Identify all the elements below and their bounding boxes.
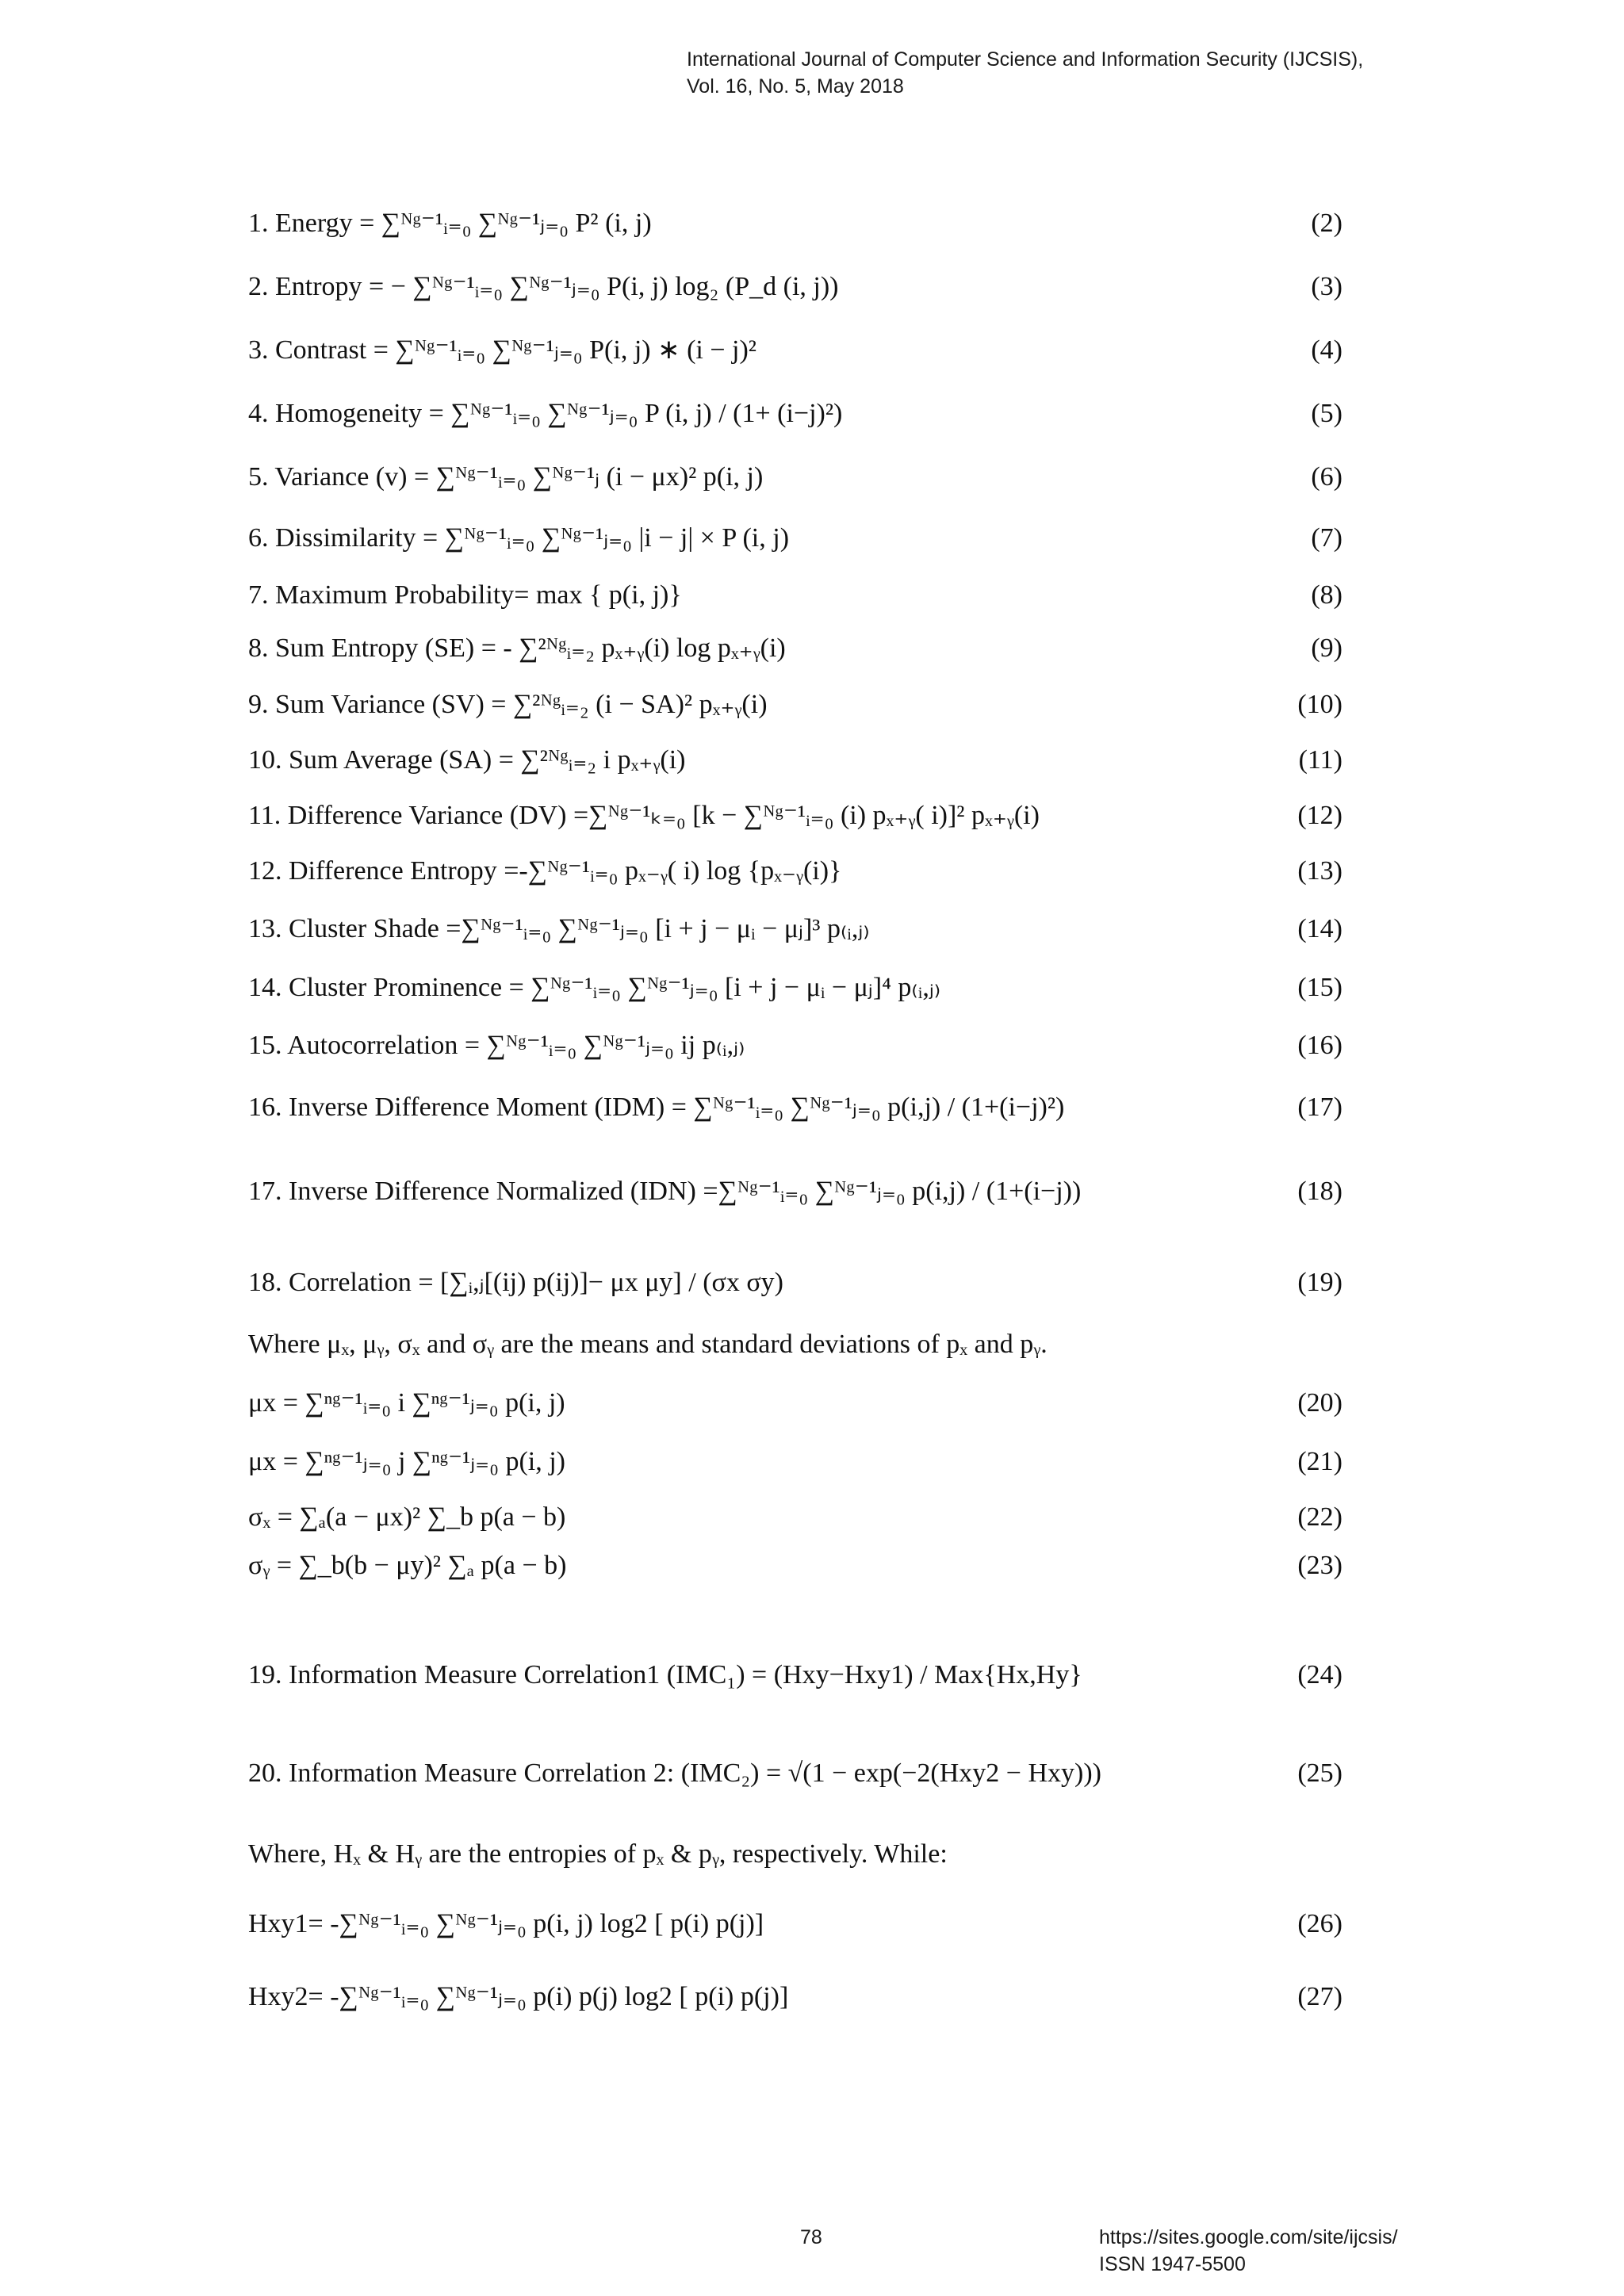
page-number: 78 xyxy=(800,2226,822,2248)
equation-formula: σᵧ = ∑_b(b − μy)² ∑ₐ p(a − b) xyxy=(248,1551,567,1580)
equation-number: (10) xyxy=(1297,690,1342,719)
equation-number: (14) xyxy=(1297,914,1342,943)
equation-number: (26) xyxy=(1297,1909,1342,1938)
equation-formula: 18. Correlation = [∑ᵢ,ⱼ[(ij) p(ij)]− μx μy] / (σx σy) xyxy=(248,1268,784,1297)
issn-label: ISSN 1947-5500 xyxy=(1099,2253,1246,2275)
equation-row xyxy=(248,1498,1342,1543)
equation-number: (8) xyxy=(1311,580,1342,610)
equation-row xyxy=(248,331,1342,376)
equation-row xyxy=(248,458,1342,503)
equation-number: (12) xyxy=(1297,801,1342,830)
equation-number: (17) xyxy=(1297,1093,1342,1122)
equation-row xyxy=(248,1027,1342,1071)
equation-row xyxy=(248,686,1342,730)
journal-header xyxy=(687,46,1559,100)
equation-formula: 19. Information Measure Correlation1 (IMC₁) = (Hxy−Hxy1) / Max{Hx,Hy} xyxy=(248,1660,1082,1689)
equation-number: (25) xyxy=(1297,1758,1342,1788)
equation-number: (15) xyxy=(1297,973,1342,1002)
equation-number: (13) xyxy=(1297,856,1342,886)
equation-row xyxy=(248,395,1342,439)
where-means-paragraph: Where μₓ, μᵧ, σₓ and σᵧ are the means and standard deviations of pₓ and pᵧ. xyxy=(248,1330,1048,1359)
equation-number: (22) xyxy=(1297,1502,1342,1532)
equation-formula: σₓ = ∑ₐ(a − μx)² ∑_b p(a − b) xyxy=(248,1502,566,1532)
equation-formula: μx = ∑ⁿᵍ⁻¹ⱼ₌₀ j ∑ⁿᵍ⁻¹ⱼ₌₀ p(i, j) xyxy=(248,1447,565,1476)
equation-number: (7) xyxy=(1311,523,1342,553)
equation-formula: 5. Variance (v) = ∑ᴺᵍ⁻¹ᵢ₌₀ ∑ᴺᵍ⁻¹ⱼ (i − μx)² p(i, j) xyxy=(248,462,764,492)
equation-number: (5) xyxy=(1311,399,1342,428)
equation-row xyxy=(248,969,1342,1013)
equation-formula: 9. Sum Variance (SV) = ∑²ᴺᵍᵢ₌₂ (i − SA)² pₓ₊ᵧ(i) xyxy=(248,690,768,719)
equation-number: (16) xyxy=(1297,1031,1342,1060)
equation-row xyxy=(248,629,1342,674)
equation-number: (21) xyxy=(1297,1447,1342,1476)
equation-row xyxy=(248,1978,1342,2022)
equation-row xyxy=(248,1173,1342,1217)
equation-row xyxy=(248,205,1342,249)
equation-row xyxy=(248,1547,1342,1591)
equation-formula: 13. Cluster Shade =∑ᴺᵍ⁻¹ᵢ₌₀ ∑ᴺᵍ⁻¹ⱼ₌₀ [i + j − μᵢ − μⱼ]³ p₍ᵢ,ⱼ₎ xyxy=(248,914,870,943)
journal-title: International Journal of Computer Science and Information Security (IJCSIS), xyxy=(687,48,1364,71)
equation-row xyxy=(248,741,1342,786)
equation-row xyxy=(248,1749,1342,1793)
equation-formula: 7. Maximum Probability= max { p(i, j)} xyxy=(248,580,682,610)
equation-row xyxy=(248,1905,1342,1950)
equation-formula: 10. Sum Average (SA) = ∑²ᴺᵍᵢ₌₂ i pₓ₊ᵧ(i) xyxy=(248,745,686,775)
journal-volume: Vol. 16, No. 5, May 2018 xyxy=(687,75,904,98)
equation-row xyxy=(248,910,1342,955)
equation-number: (6) xyxy=(1311,462,1342,492)
equation-formula: 20. Information Measure Correlation 2: (IMC₂) = √(1 − exp(−2(Hxy2 − Hxy))) xyxy=(248,1758,1101,1788)
equation-formula: 16. Inverse Difference Moment (IDM) = ∑ᴺᵍ⁻¹ᵢ₌₀ ∑ᴺᵍ⁻¹ⱼ₌₀ p(i,j) / (1+(i−j)²) xyxy=(248,1093,1065,1122)
equation-row xyxy=(248,576,1342,621)
equation-row xyxy=(248,852,1342,897)
equation-formula: 12. Difference Entropy =-∑ᴺᵍ⁻¹ᵢ₌₀ pₓ₋ᵧ( i) log {pₓ₋ᵧ(i)} xyxy=(248,856,842,886)
equation-number: (19) xyxy=(1297,1268,1342,1297)
equation-number: (3) xyxy=(1311,272,1342,301)
equation-row xyxy=(248,1651,1342,1695)
equation-number: (18) xyxy=(1297,1177,1342,1206)
equation-formula: 15. Autocorrelation = ∑ᴺᵍ⁻¹ᵢ₌₀ ∑ᴺᵍ⁻¹ⱼ₌₀ ij p₍ᵢ,ⱼ₎ xyxy=(248,1031,745,1060)
equation-number: (11) xyxy=(1298,745,1342,775)
where-entropies-paragraph: Where, Hₓ & Hᵧ are the entropies of pₓ & pᵧ, respectively. While: xyxy=(248,1839,948,1869)
equation-formula: μx = ∑ⁿᵍ⁻¹ᵢ₌₀ i ∑ⁿᵍ⁻¹ⱼ₌₀ p(i, j) xyxy=(248,1388,565,1418)
equation-formula: 17. Inverse Difference Normalized (IDN) =∑ᴺᵍ⁻¹ᵢ₌₀ ∑ᴺᵍ⁻¹ⱼ₌₀ p(i,j) / (1+(i−j)) xyxy=(248,1177,1082,1206)
equation-row xyxy=(248,1443,1342,1487)
equation-number: (27) xyxy=(1297,1982,1342,2011)
equation-formula: 1. Energy = ∑ᴺᵍ⁻¹ᵢ₌₀ ∑ᴺᵍ⁻¹ⱼ₌₀ P² (i, j) xyxy=(248,209,652,238)
equation-formula: 3. Contrast = ∑ᴺᵍ⁻¹ᵢ₌₀ ∑ᴺᵍ⁻¹ⱼ₌₀ P(i, j) ∗ (i − j)² xyxy=(248,335,756,365)
equation-row xyxy=(248,1384,1342,1429)
equation-number: (9) xyxy=(1311,633,1342,663)
equation-number: (24) xyxy=(1297,1660,1342,1689)
equation-row xyxy=(248,1258,1342,1303)
equation-formula: 8. Sum Entropy (SE) = - ∑²ᴺᵍᵢ₌₂ pₓ₊ᵧ(i) log pₓ₊ᵧ(i) xyxy=(248,633,786,663)
equation-number: (23) xyxy=(1297,1551,1342,1580)
equation-number: (20) xyxy=(1297,1388,1342,1418)
equation-formula: 2. Entropy = − ∑ᴺᵍ⁻¹ᵢ₌₀ ∑ᴺᵍ⁻¹ⱼ₌₀ P(i, j) log₂ (P_d (i, j)) xyxy=(248,272,839,301)
equation-formula: 6. Dissimilarity = ∑ᴺᵍ⁻¹ᵢ₌₀ ∑ᴺᵍ⁻¹ⱼ₌₀ |i − j| × P (i, j) xyxy=(248,523,790,553)
equation-formula: Hxy2= -∑ᴺᵍ⁻¹ᵢ₌₀ ∑ᴺᵍ⁻¹ⱼ₌₀ p(i) p(j) log2 [ p(i) p(j)] xyxy=(248,1982,789,2011)
equation-number: (4) xyxy=(1311,335,1342,365)
equation-formula: 11. Difference Variance (DV) =∑ᴺᵍ⁻¹ₖ₌₀ [k − ∑ᴺᵍ⁻¹ᵢ₌₀ (i) pₓ₊ᵧ( i)]² pₓ₊ᵧ(i) xyxy=(248,801,1040,830)
equation-formula: Hxy1= -∑ᴺᵍ⁻¹ᵢ₌₀ ∑ᴺᵍ⁻¹ⱼ₌₀ p(i, j) log2 [ p(i) p(j)] xyxy=(248,1909,764,1938)
equation-row xyxy=(248,519,1342,564)
equation-formula: 4. Homogeneity = ∑ᴺᵍ⁻¹ᵢ₌₀ ∑ᴺᵍ⁻¹ⱼ₌₀ P (i, j) / (1+ (i−j)²) xyxy=(248,399,843,428)
equation-row xyxy=(248,797,1342,841)
equation-row xyxy=(248,268,1342,312)
footer-info xyxy=(1099,2224,1398,2278)
equation-row xyxy=(248,1089,1342,1133)
journal-site-link[interactable]: https://sites.google.com/site/ijcsis/ xyxy=(1099,2226,1398,2248)
equation-number: (2) xyxy=(1311,209,1342,238)
equation-formula: 14. Cluster Prominence = ∑ᴺᵍ⁻¹ᵢ₌₀ ∑ᴺᵍ⁻¹ⱼ₌₀ [i + j − μᵢ − μⱼ]⁴ p₍ᵢ,ⱼ₎ xyxy=(248,973,941,1002)
